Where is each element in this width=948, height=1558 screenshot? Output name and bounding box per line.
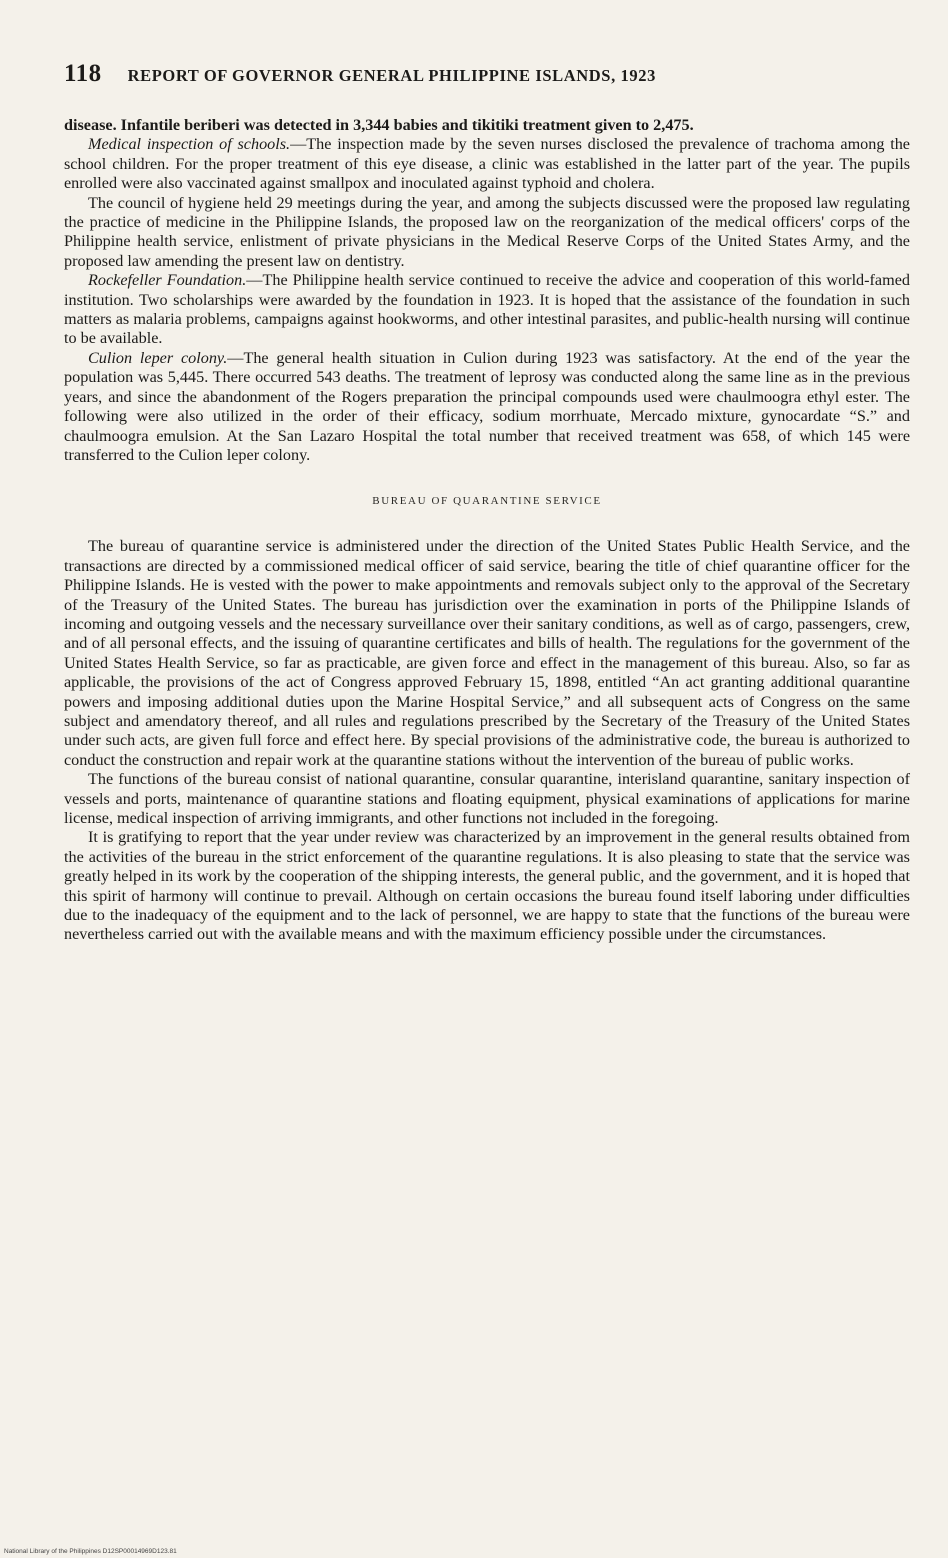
- paragraph-text: —The inspection made by the seven nurses disclosed the prevalence of trachoma among the school children. For the proper treatment of this eye disease, a clinic was established in the latter part of the year. The pupils enrolled were also vaccinated against smallpox and inoculated against typhoid and cholera.: [64, 135, 910, 193]
- running-header: [64, 60, 910, 88]
- paragraph: [64, 116, 910, 135]
- paragraph-text: —The general health situation in Culion during 1923 was satisfactory. At the end of the year the population was 5,445. There occurred 543 deaths. The treatment of leprosy was conducted along the same line as in the previous years, and since the abandonment of the Rogers preparation the principal compounds used were chaulmoogra ethyl ester. The following were also utilized in the order of their efficacy, sodium morrhuate, Mercado mixture, gynocardate “S.” and chaulmoogra emulsion. At the San Lazaro Hospital the total number that received treatment was 658, of which 145 were transferred to the Culion leper colony.: [64, 348, 910, 464]
- paragraph-lead: Medical inspection of schools.: [88, 135, 291, 154]
- paragraph-text: —The Philippine health service continued to receive the advice and cooperation of this world-famed institution. Two scholarships were awarded by the foundation in 1923. It is hoped that the assistance of the foundation in such matters as malaria problems, campaigns against hookworms, and other intestinal parasites, and public-health nursing will continue to be available.: [64, 271, 910, 348]
- paragraph: [64, 271, 910, 349]
- paragraph-text: disease. Infantile beriberi was detected in 3,344 babies and tikitiki treatment given to 2,475.: [64, 116, 694, 134]
- section-heading: BUREAU OF QUARANTINE SERVICE: [372, 495, 602, 508]
- paragraph: [64, 194, 910, 272]
- paragraph: [64, 135, 910, 193]
- paragraph: The bureau of quarantine service is administered under the direction of the United States Public Health Service, and the transactions are directed by a commissioned medical officer of said service, bearing the title of chief quarantine officer for the Philippine Islands. He is vested with the power to make appointments and removals subject only to the approval of the Secretary of the Treasury of the United States. The bureau has jurisdiction over the examination in ports of the Philippine Islands of incoming and outgoing vessels and the necessary surveillance over their sanitary conditions, as well as of cargo, passengers, crew, and of all personal effects, and the issuing of quarantine certificates and bills of health. The regulations for the government of the United States Health Service, so far as practicable, are given force and effect in the management of this bureau. Also, so far as applicable, the provisions of the act of Congress approved February 15, 1898, entitled “An act granting additional quarantine powers and imposing additional duties upon the Marine Hospital Service,” and all subsequent acts of Congress on the same subject and amendatory thereof, and all rules and regulations prescribed by the Secretary of the Treasury of the United States under such acts, are given full force and effect here. By special provisions of the administrative code, the bureau is authorized to conduct the construction and repair work at the quarantine stations without the intervention of the bureau of public works.: [64, 537, 910, 769]
- paragraph: The functions of the bureau consist of national quarantine, consular quarantine, interisland quarantine, sanitary inspection of vessels and ports, maintenance of quarantine stations and floating equipment, physical examinations of applications for marine license, medical inspection of arriving immigrants, and other functions not included in the foregoing.: [64, 770, 910, 827]
- paragraph: [64, 349, 910, 465]
- running-title: REPORT OF GOVERNOR GENERAL PHILIPPINE ISLANDS, 1923: [127, 66, 656, 85]
- page-number: 118: [64, 60, 102, 87]
- body-text: [64, 116, 910, 465]
- document-page: [50, 60, 910, 945]
- paragraph-text: The council of hygiene held 29 meetings during the year, and among the subjects discussed were the proposed law regulating the practice of medicine in the Philippine Islands, the proposed law on the reorganization of the medical officers' corps of the Philippine health service, enlistment of private physicians in the Medical Reserve Corps of the United States Army, and the proposed law amending the present law on dentistry.: [64, 193, 910, 270]
- paragraph: It is gratifying to report that the year under review was characterized by an improvement in the general results obtained from the activities of the bureau in the strict enforcement of the quarantine regulations. It is also pleasing to state that the service was greatly helped in its work by the cooperation of the shipping interests, the general public, and the government, and it is hoped that this spirit of harmony will continue to prevail. Although on certain occasions the bureau found itself laboring under difficulties due to the inadequacy of the equipment and to the lack of personnel, we are happy to state that the functions of the bureau were nevertheless carried out with the available means and with the maximum efficiency possible under the circumstances.: [64, 828, 910, 944]
- paragraph-lead: Culion leper colony.: [88, 348, 228, 367]
- section-body-text: [64, 537, 910, 945]
- paragraph-lead: Rockefeller Foundation.: [88, 271, 247, 290]
- scan-footer: National Library of the Philippines D12SP00014969D123.81: [4, 1548, 177, 1555]
